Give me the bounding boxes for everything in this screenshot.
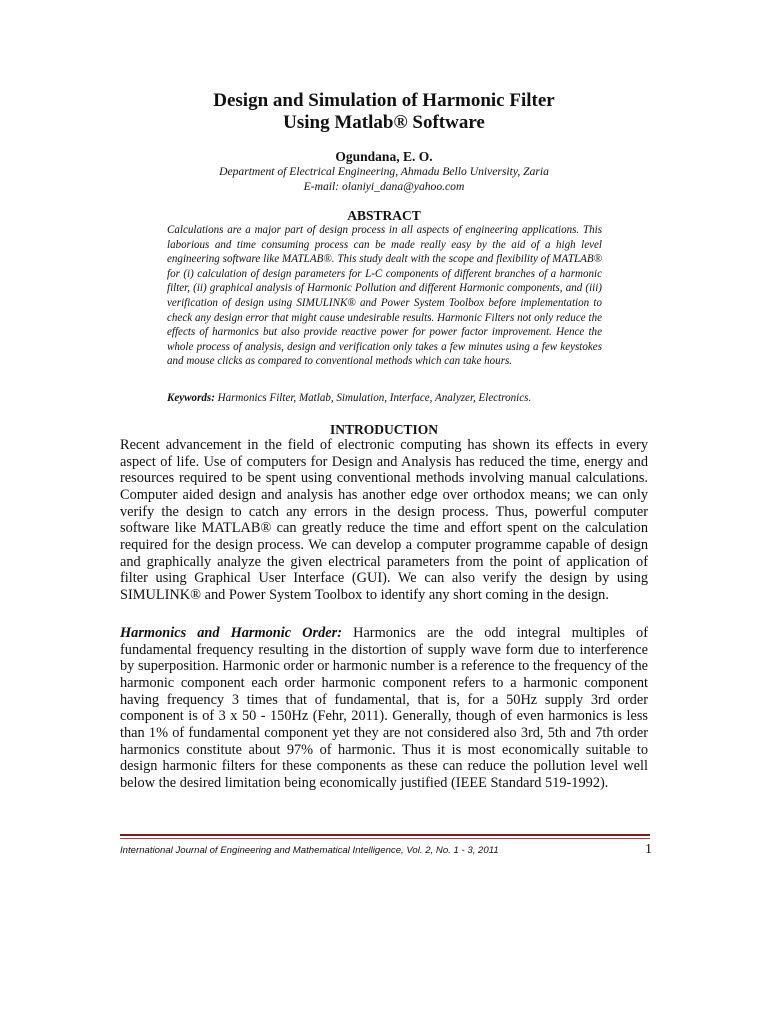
keywords-label: Keywords: (167, 392, 215, 404)
journal-citation: International Journal of Engineering and Mathematical Intelligence, Vol. 2, No. 1 - 3, 2011 (120, 845, 499, 856)
introduction-heading: INTRODUCTION (329, 422, 438, 437)
author-email: E-mail: olaniyi_dana@yahoo.com (303, 179, 465, 193)
footer-rule-thick (120, 834, 650, 836)
introduction-paragraph-2 (120, 625, 648, 792)
title-line-1: Design and Simulation of Harmonic Filter (213, 90, 555, 111)
abstract-heading: ABSTRACT (347, 208, 421, 223)
affiliation: Department of Electrical Engineering, Ahmadu Bello University, Zaria (219, 165, 549, 178)
page-number: 1 (645, 842, 652, 857)
title-line-2: Using Matlab® Software (283, 112, 485, 133)
author-name: Ogundana, E. O. (335, 149, 433, 164)
paper-title (0, 90, 768, 134)
harmonics-subheading: Harmonics and Harmonic Order: (120, 625, 343, 641)
introduction-paragraph-1: Recent advancement in the field of electronic computing has shown its effects in every aspect of life. Use of computers for Design and Analysis has reduced the time, energy and resources required to be spent using conventional methods involving manual calculations. Computer aided design and analysis has another edge over orthodox means; we can only verify the design to catch any errors in the design process. Thus, powerful computer software like MATLAB® can greatly reduce the time and effort spent on the calculation required for the design process. We can develop a computer programme capable of design and graphically analyze the given electrical parameters from the point of application of filter using Graphical User Interface (GUI). We can also verify the design by using SIMULINK® and Power System Toolbox to identify any short coming in the design. (120, 437, 648, 603)
keywords-list: Harmonics Filter, Matlab, Simulation, Interface, Analyzer, Electronics. (214, 392, 532, 404)
abstract-text: Calculations are a major part of design process in all aspects of engineering applications. This laborious and time consuming process can be made really easy by the aid of a high level engineering software like MATLAB®. This study dealt with the scope and flexibility of MATLAB® for (i) calculation of design parameters for L-C components of different branches of a harmonic filter, (ii) graphical analysis of Harmonic Pollution and different Harmonic components, and (iii) verification of design using SIMULINK® and Power System Toolbox before implementation to check any design error that might cause undesirable results. Harmonic Filters not only reduce the effects of harmonics but also provide reactive power for power factor improvement. Hence the whole process of analysis, design and verification only takes a few minutes using a few keystokes and mouse clicks as compared to conventional methods which can take hours. (167, 224, 602, 368)
footer-rule-thin (120, 838, 650, 839)
harmonics-paragraph-text: Harmonics are the odd integral multiples of fundamental frequency resulting in the distortion of supply wave form due to interference by superposition. Harmonic order or harmonic number is a reference to the frequency of the harmonic component each order harmonic component refers to a harmonic component having frequency 3 times that of fundamental, that is, for a 50Hz supply 3rd order component is of 3 x 50 - 150Hz (Fehr, 2011). Generally, though of even harmonics is less than 1% of fundamental component yet they are not considered also 3rd, 5th and 7th order harmonics constitute about 97% of harmonic. Thus it is most economically suitable to design harmonic filters for these components as these can reduce the pollution level well below the desired limitation being economically justified (IEEE Standard 519-1992). (120, 625, 649, 791)
author-affiliation-block (0, 165, 768, 194)
keywords-line (167, 391, 607, 406)
